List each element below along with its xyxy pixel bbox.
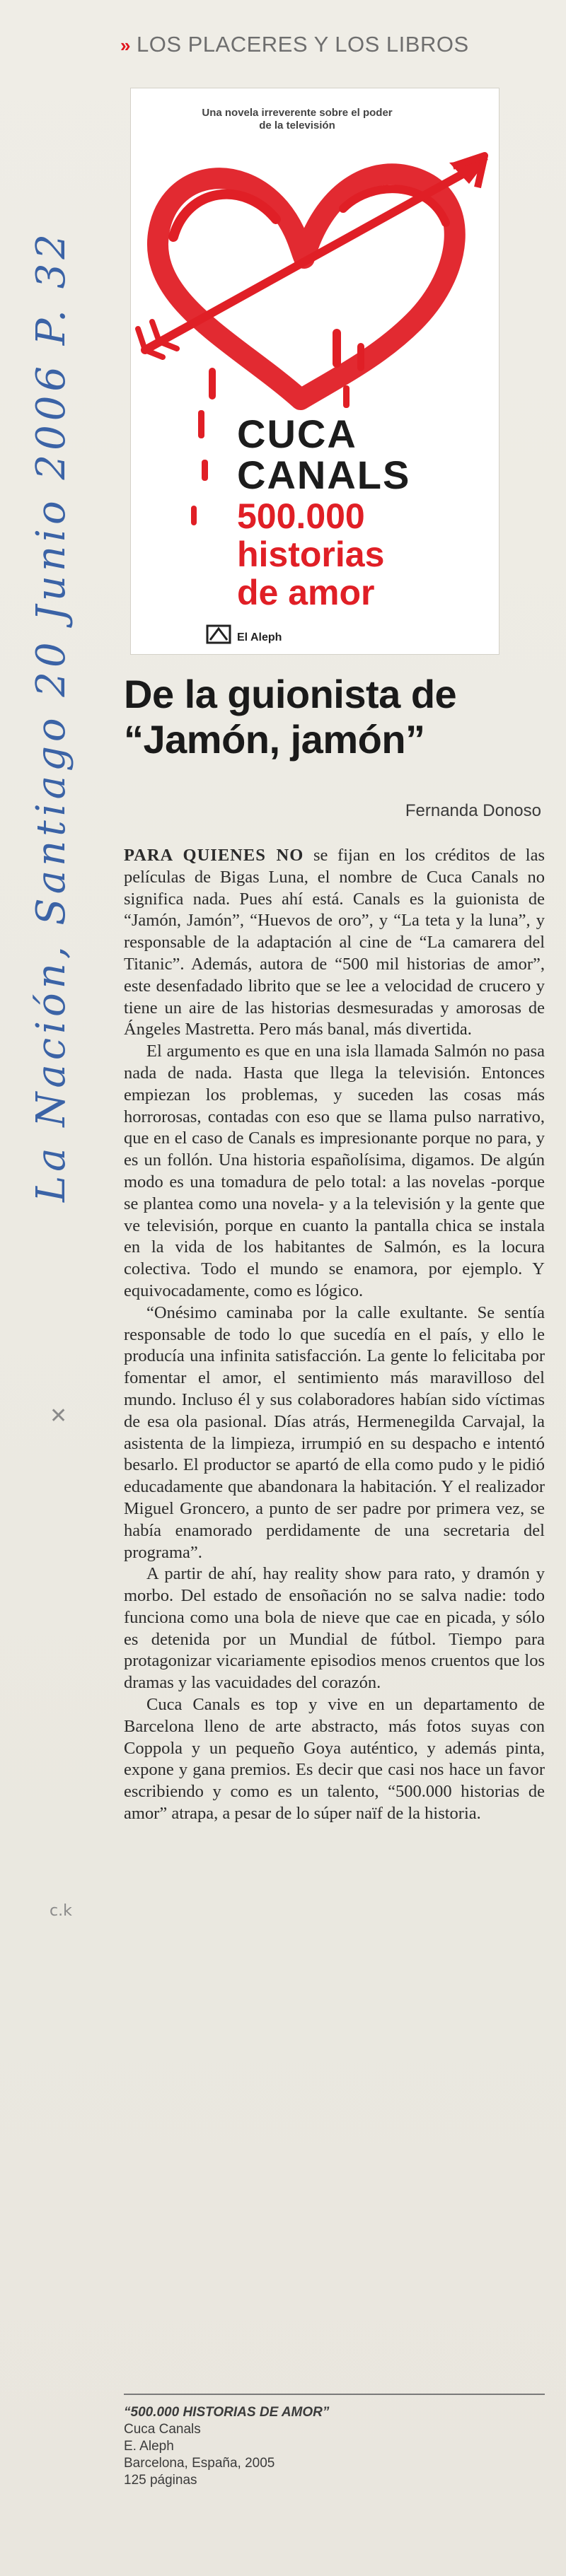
margin-mark: ✕ [50, 1404, 68, 1428]
section-label-text: LOS PLACERES Y LOS LIBROS [136, 32, 469, 57]
body-paragraph: Cuca Canals es top y vive en un departamento de Barcelona lleno de arte abstracto, más fotos suyas con Coppola y un pequeño Goya auténtico, y además pinta, expone y gana premios. Es decir que casi nos hace un favor escribiendo y como es un talento, “500.000 historias de amor” atrapa, a pesar de lo súper naïf de la historia. [124, 1695, 545, 1824]
byline: Fernanda Donoso [405, 801, 541, 820]
cover-title-line: 500.000 [237, 496, 365, 536]
cover-title-line: historias [237, 535, 385, 574]
article-body [124, 845, 545, 1825]
book-cover [131, 88, 499, 654]
cover-author-line: CUCA [237, 412, 357, 456]
body-paragraph [124, 845, 545, 1041]
headline-line: De la guionista de [124, 672, 457, 716]
cover-title-line: de amor [237, 573, 375, 612]
lead-in: PARA QUIENES NO [124, 846, 304, 865]
double-chevron-icon: » [120, 35, 131, 56]
section-label [120, 32, 545, 67]
cover-publisher: El Aleph [237, 631, 282, 643]
cover-blurb: Una novela irreverente sobre el poder de la televisión [202, 107, 393, 132]
body-paragraph: A partir de ahí, hay reality show para rato, y dramón y morbo. Del estado de ensoñación no se salva nadie: todo funciona como una bola de nieve que cae en picada, y sólo es detenida por un Mundial de fútbol. Tiempo para protagonizar vicariamente episodios menos cruentos que los dramas y las vacuidades del corazón. [124, 1564, 545, 1693]
cover-author [237, 414, 410, 496]
book-info-line: Cuca Canals [124, 2422, 201, 2437]
book-info-box [124, 2404, 545, 2489]
book-info-line: 125 páginas [124, 2473, 197, 2488]
divider [124, 2394, 545, 2395]
cover-author-line: CANALS [237, 453, 411, 497]
book-info-line: Barcelona, España, 2005 [124, 2456, 275, 2471]
body-paragraph: “Onésimo caminaba por la calle exultante. Se sentía responsable de todo lo que sucedía en el país, y ello le producía una infinita satisfacción. La gente lo felicitaba por fomentar el amor, el sentimiento más maravilloso del mundo. Incluso él y sus colaboradores habían sido víctimas de esa ola pasional. Días atrás, Hermenegilda Carvajal, la asistenta de la limpieza, irrumpió en su despacho e intentó besarlo. El productor se apartó de ella como pudo y le pidió educadamente que abandonara la habitación. Y el realizador Miguel Groncero, a punto de ser padre por primera vez, se había enamorado perdidamente de una secretaria del programa”. [124, 1302, 545, 1562]
cover-title [237, 497, 384, 612]
body-paragraph: El argumento es que en una isla llamada Salmón no pasa nada de nada. Hasta que llega la televisión. Entonces empiezan los problemas, y suceden las cosas más horrorosas, contadas con eso que se llama pulso narrativo, que en el caso de Canals es impresionante porque no para, y es un follón. Una historia españolísima, digamos. De algún modo es una tomadura de pelo total: a las novelas -porque se plantea como una novela- y a la televisión y la gente que ve televisión, porque en cuanto la pantalla chica se instala en la vida de los habitantes de Salmón, es la locura colectiva. Todo el mundo se enamora, por ejemplo. Y equivocadamente, como es lógico. [124, 1042, 545, 1300]
book-info-title: “500.000 HISTORIAS DE AMOR” [124, 2405, 330, 2420]
book-info-line: E. Aleph [124, 2439, 174, 2454]
margin-mark: c.k [50, 1902, 72, 1920]
headline-line: “Jamón, jamón” [124, 717, 425, 762]
handwritten-annotation: La Nación, Santiago 20 Junio 2006 P. 32 [28, 230, 74, 1202]
article-headline [124, 672, 548, 762]
paragraph-text: se fijan en los créditos de las películas de Bigas Luna, el nombre de Cuca Canals no significa nada. Pues ahí está. Canals es la guionista de “Jamón, Jamón”, “Huevos de oro”, y “La teta y la luna”, y responsable de la adaptación al cine de “La camarera del Titanic”. Además, autora de “500 mil historias de amor”, este desenfadado librito que se lee a velocidad de crucero y tiene un aire de las historias desmesuradas y amorosas de Ángeles Mastretta. Pero más banal, más divertida. [124, 846, 545, 1039]
